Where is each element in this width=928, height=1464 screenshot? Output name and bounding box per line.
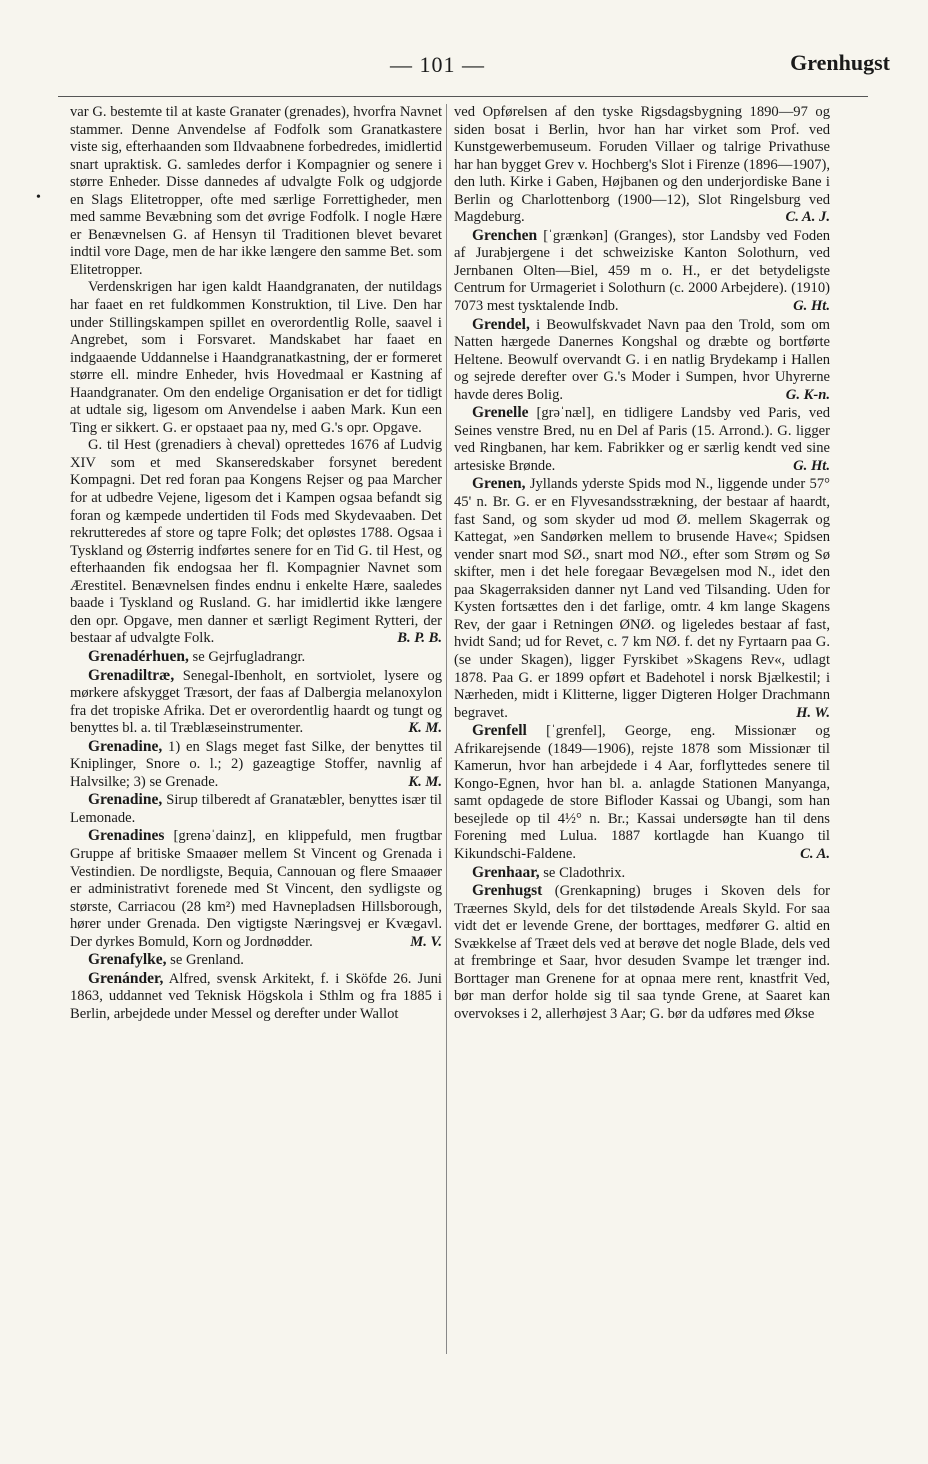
- left-column: [70, 104, 442, 1023]
- entry-text: se Cladothrix.: [539, 864, 626, 881]
- paragraph-text: ved Opførelsen af den tyske Rigsdagsbygning 1890—97 og siden bosat i Berlin, hvor han har virket som Prof. ved Kunstgewerbemuseum. Foruden Villaer og talrige Privathuse har han bygget Grev v. Hochberg's Slot i Firenze (1896—1907), den luth. Kirke i Gaben, Højbanen og den underjordiske Bane i Berlin og Charlottenborg (1900—12), Slot Ringelsburg ved Magdeburg.: [454, 104, 830, 226]
- entry-grenaderhuen: [70, 648, 442, 667]
- entry-headword: Grenadérhuen,: [88, 647, 189, 665]
- author-signature: C. A. J.: [785, 209, 830, 226]
- entry-text: [ˈgrænkən] (Granges), stor Landsby ved Foden af Jurabjergene i det schweiziske Kanton Solothurn, ved Jernbanen Olten—Biel, 459 m o. H., er det betydeligste Centrum for Urmageriet i Solothurn (c. 2000 Arbejdere). (1910) 7073 mest tysktalende Indb.: [454, 227, 830, 315]
- author-signature: M. V.: [410, 933, 442, 950]
- entry-grendel: [454, 316, 830, 405]
- entry-headword: Grenhaar,: [472, 863, 540, 881]
- running-head: Grenhugst: [790, 50, 890, 75]
- paragraph-text: G. til Hest (grenadiers à cheval) oprettedes 1676 af Ludvig XIV som et med Skanseredskaber forsynet beredent Kompagni. Det red foran paa Kongens Rejser og paa Marcher for at udbedre Vejene, ligesom det i Kampen ogsaa befandt sig foran og kæmpede undertiden til Fods med Skydevaaben. Det rekrutteredes af store og tapre Folk; det opløstes 1788. Ogsaa i Tyskland og Østerrig indførtes senere for en Tid G. til Hest, og efterhaanden fik endogsaa her fl. Kompagnier Navnet som Ærestitel. Benævnelsen findes endnu i enkelte Hære, saaledes baade i Tyskland og Rusland. G. har imidlertid ikke længere den opr. Opgave, men danner et særligt Regiment Rytteri, der bestaar af udvalgte Folk.: [70, 437, 442, 647]
- author-signature: B. P. B.: [397, 630, 442, 647]
- entry-text: Senegal-Ibenholt, en sortviolet, lysere og mørkere afskygget Træsort, der faas af Dalbergia melanoxylon fra det tropiske Afrika. Det er overordentlig haardt og tungt og benyttes bl. a. til Træblæseinstrumenter.: [70, 667, 442, 737]
- author-signature: H. W.: [796, 704, 830, 721]
- entry-headword: Grenchen: [472, 226, 538, 244]
- entry-headword: Grenhugst: [472, 882, 543, 900]
- entry-grenen: [454, 475, 830, 722]
- paragraph: [454, 104, 830, 227]
- entry-text: i Beowulfskvadet Navn paa den Trold, som om Natten hærgede Danernes Kongshal og dræbte og bortførte Heltene. Beowulf overvandt G. i en natlig Brydekamp i Hallen og sejrede derefter over G.'s Moder i Sumpen, hvor Uhyrerne havde deres Bolig.: [454, 316, 830, 403]
- entry-text: [grenəˈdainz], en klippefuld, men frugtbar Gruppe af britiske Smaaøer mellem St Vincent og Grenada i Vestindien. De nordligste, Bequia, Cannouan og flere Smaaøer er administrativt forenede med St Vincent, den sydligste og største, Carriacou (28 km²) med Havnepladsen Hillsborough, hører under Grenada. Den vigtigste Næringsvej er Kvægavl. Der dyrkes Bomuld, Korn og Jordnødder.: [70, 828, 442, 950]
- entry-headword: Grenadines: [88, 827, 165, 845]
- entry-text: se Gejrfugladrangr.: [188, 648, 306, 665]
- entry-text: [grəˈnæl], en tidligere Landsby ved Paris, ved Seines venstre Bred, nu en Del af Paris (15. Arrond.). G. ligger ved Ringbanen, har kem. Fabrikker og er særlig kendt ved sine artesiske Brønde.: [454, 405, 830, 474]
- column-divider: [446, 104, 447, 1354]
- right-column: [454, 104, 830, 1023]
- entry-text: se Grenland.: [166, 952, 244, 969]
- entry-headword: Grenelle: [472, 404, 529, 422]
- entry-headword: Grenen,: [472, 475, 526, 493]
- entry-headword: Grenánder,: [88, 969, 164, 987]
- page-number: — 101 —: [390, 52, 485, 77]
- entry-grenadiltrae: [70, 667, 442, 738]
- paragraph: Verdenskrigen har igen kaldt Haandgranaten, der nutildags har faaet en ret fuldkommen Konstruktion, til Live. Den har under Stillingskampen spillet en overordentlig Rolle, saavel i Angrebet, som i Forsvaret. Mandskabet har faaet en indgaaende Uddannelse i Haandgranatkastning, der er formeret større ell. mindre Enheder, hvis Hovedmaal er Kastning af Haandgranater. Om den endelige Organisation er det for tidligt at udtale sig, ligesom om Anvendelse i aaben Mark. Kun een Ting er sikkert. G. er opstaaet paa ny, med G.'s opr. Opgave.: [70, 279, 442, 436]
- entry-grenadine-2: [70, 791, 442, 827]
- entry-text: [ˈgrenfel], George, eng. Missionær og Afrikarejsende (1849—1906), rejste 1878 som Missionær til Kamerun, hvor han arbejdede i 4 Aar, forflyttedes senere til Kongo-Egnen, hvor han bl. a. anlagde Stationen Manyanga, samt opdagede de store Bifloder Kassai og Ubangi, som han besejlede op til 4½° n. Br.; Kassai undersøgte han til dens Forening med Lulua. 1887 kortlagde han Kuango til Kikundschi-Faldene.: [454, 723, 830, 862]
- entry-grenelle: [454, 404, 830, 475]
- paragraph: var G. bestemte til at kaste Granater (grenades), hvorfra Navnet stammer. Denne Anvendelse af Fodfolk som Granatkastere viste sig, efterhaanden som Ildvaabnene forbedredes, imidlertid snart upraktisk. G. samledes derfor i Kompagnier og senere i større Enheder. Disse dannedes af udvalgte Folk og udgjorde en Slags Elitetropper, ofte med særlige Forrettigheder, men med samme Bevæbning som det øvrige Fodfolk. I nogle Hære er Benævnelsen G. af Hensyn til Traditionen blevet bevaret indtil vore Dage, men de har ikke længere den samme Bet. som Elitetropper.: [70, 104, 442, 278]
- entry-grenhugst: [454, 882, 830, 1023]
- entry-text: Jyllands yderste Spids mod N., liggende under 57° 45' n. Br. G. er en Flyvesandsstrækning, der bestaar af haardt, fast Sand, og som skyder ud mod Ø. mellem Skagerrak og Kattegat, »en Sandørken mellem to brusende Have«; Spidsen vender snart mod SØ., snart mod NØ., efter som Strøm og Sø skifter, men i det hele foregaar Bevægelsen mod N., idet den paa Skagerraksiden danner nyt Land ved Tilsanding. Uden for Kysten fortsættes den i det farlige, omtr. 4 km lange Skagens Rev, der gaar i Retningen ØNØ. og ligeledes bestaar af fast, hvidt Sand; ud for Revet, c. 7 km NØ. f. det ny Fyrtaarn paa G. (se under Skagen), ligger Fyrskibet »Skagens Rev«, udlagt 1878. Paa G. er 1899 opført et Badehotel i norsk Bjælkestil; i Nærheden, midt i Klitterne, ligger Digteren Holger Drachmann begravet.: [454, 476, 830, 721]
- entry-headword: Grenadiltræ,: [88, 666, 175, 684]
- paragraph: [70, 437, 442, 648]
- entry-headword: Grendel,: [472, 315, 530, 333]
- entry-grenadine-1: [70, 738, 442, 792]
- page-header: [60, 48, 890, 88]
- entry-text: Sirup tilberedt af Granatæbler, benyttes især til Lemonade.: [70, 792, 442, 826]
- author-signature: G. Ht.: [793, 298, 830, 315]
- entry-grenadines: [70, 827, 442, 951]
- entry-grenfell: [454, 722, 830, 863]
- author-signature: K. M.: [408, 720, 442, 737]
- entry-headword: Grenadine,: [88, 737, 163, 755]
- header-rule: [58, 96, 868, 97]
- author-signature: K. M.: [408, 773, 442, 790]
- entry-grenhaar: [454, 864, 830, 883]
- entry-headword: Grenfell: [472, 722, 527, 740]
- author-signature: G. Ht.: [793, 457, 830, 474]
- entry-headword: Grenadine,: [88, 791, 163, 809]
- entry-text: 1) en Slags meget fast Silke, der benyttes til Kniplinger, Snore o. l.; 2) gazeagtige Stoffer, navnlig af Halvsilke; 3) se Grenade.: [70, 738, 442, 790]
- entry-text: (Grenkapning) bruges i Skoven dels for Træernes Skyld, dels for det tilstødende Areals Skyld. For saa vidt det er levende Grene, der borttages, medfører G. altid en Svækkelse af Træet dels ved at berøve det nogle Blade, dels ved at frembringe et Saar, hvor desuden Svampe let trænger ind. Borttager man Grenene for at opnaa mere rent, knastfrit Ved, bør man derfor holde sig til saa tynde Grene, at Saaret kan overvokses i 2, allerhøjest 3 Aar; G. bør da udføres med Økse: [454, 883, 830, 1022]
- entry-grenafylke: [70, 951, 442, 970]
- author-signature: C. A.: [800, 845, 830, 862]
- entry-grenander: [70, 970, 442, 1024]
- entry-text: Alfred, svensk Arkitekt, f. i Sköfde 26. Juni 1863, uddannet ved Teknisk Högskola i Sthlm og fra 1885 i Berlin, arbejdede under Messel og derefter under Wallot: [70, 970, 442, 1022]
- margin-mark: •: [36, 190, 41, 205]
- author-signature: G. K-n.: [785, 386, 830, 403]
- entry-headword: Grenafylke,: [88, 951, 167, 969]
- entry-grenchen: [454, 227, 830, 316]
